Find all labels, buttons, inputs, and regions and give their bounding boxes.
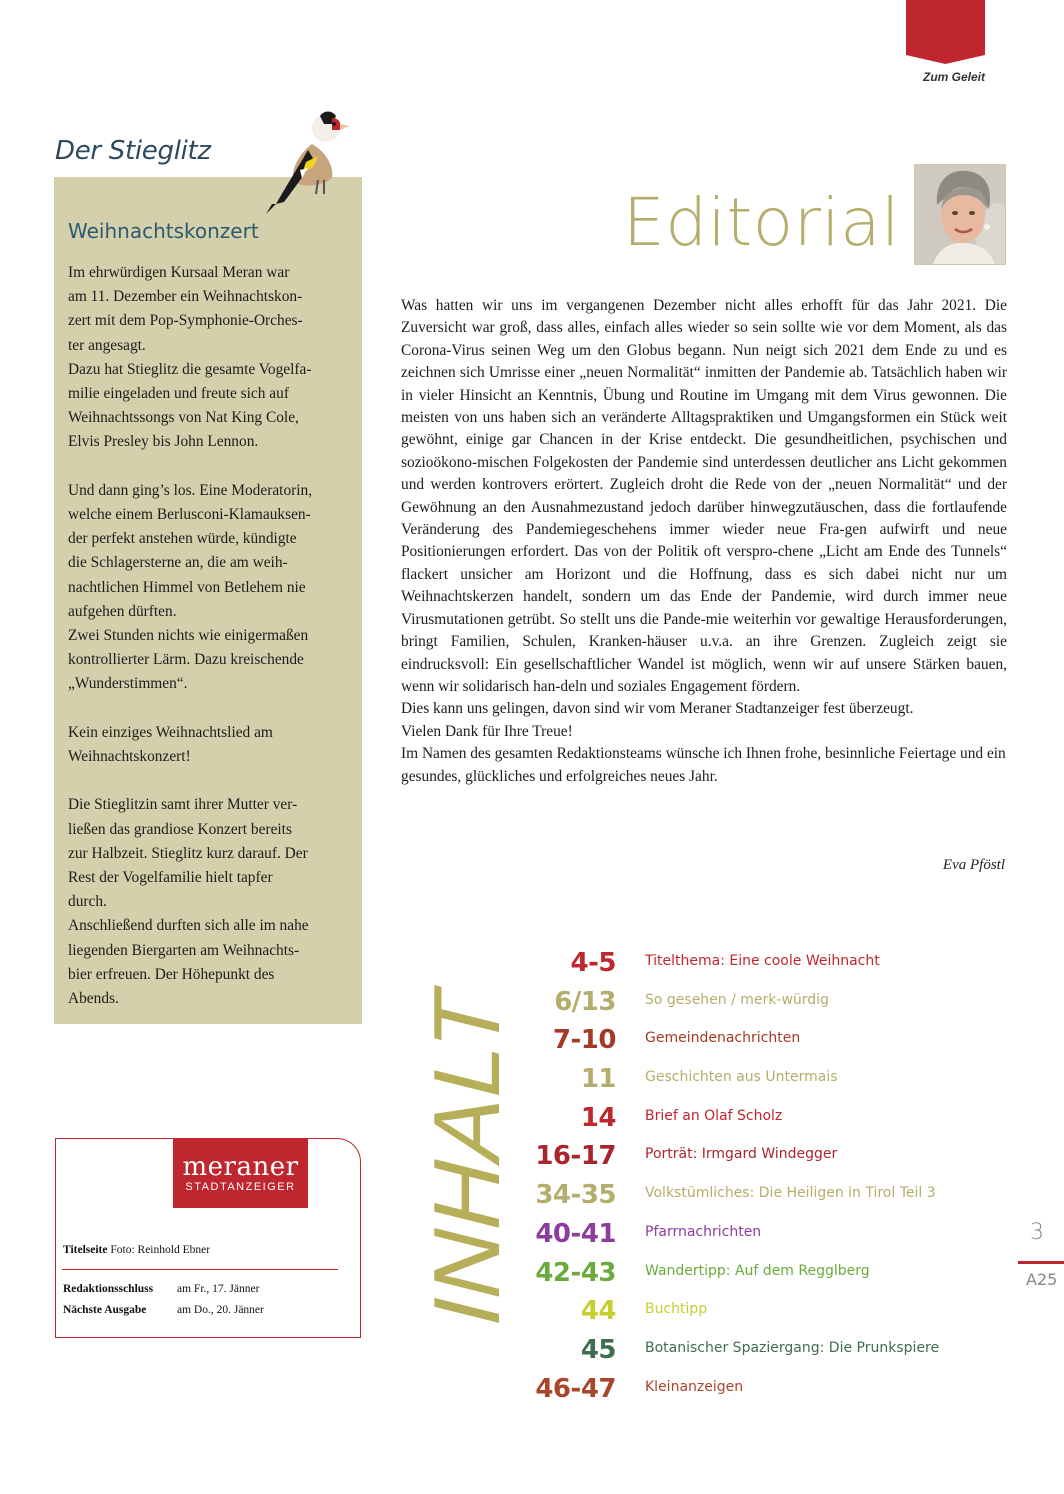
toc-page-numbers: 45 xyxy=(580,1334,616,1365)
toc-entry[interactable] xyxy=(510,1292,970,1331)
portrait-image xyxy=(915,165,1005,264)
table-of-contents xyxy=(510,944,970,1408)
toc-entry[interactable] xyxy=(510,1137,970,1176)
toc-entry[interactable] xyxy=(510,1176,970,1215)
toc-page-numbers: 40-41 xyxy=(535,1218,616,1249)
cover-credit-line xyxy=(63,1244,210,1256)
toc-entry[interactable] xyxy=(510,983,970,1022)
editorial-title: Editorial xyxy=(623,184,900,261)
toc-page-numbers: 16-17 xyxy=(535,1141,616,1172)
toc-title: Wandertipp: Auf dem Regglberg xyxy=(645,1262,870,1279)
toc-entry[interactable] xyxy=(510,1021,970,1060)
toc-entry[interactable] xyxy=(510,1060,970,1099)
editorial-body xyxy=(401,295,1007,788)
sidebar-text xyxy=(68,261,350,1035)
toc-entry[interactable] xyxy=(510,1254,970,1293)
toc-page-numbers: 7-10 xyxy=(552,1025,616,1056)
page-number: 3 xyxy=(1030,1220,1044,1245)
author-signature: Eva Pföstl xyxy=(942,857,1005,873)
author-portrait xyxy=(914,164,1006,265)
toc-page-numbers: 6/13 xyxy=(554,986,616,1017)
toc-page-numbers: 46-47 xyxy=(535,1373,616,1404)
toc-page-numbers: 42-43 xyxy=(535,1257,616,1288)
sidebar-paragraph: Kein einziges Weihnachtslied am Weihnachtskonzert! xyxy=(68,723,273,766)
editorial-closing: Dies kann uns gelingen, davon sind wir vom Meraner Stadtanzeiger fest überzeugt. Vielen Dank für Ihre Treue! Im Namen des gesamten Redaktionsteams wünsche ich Ihnen frohe, besinnliche Feiertage und ein gesundes, glückliches und erfolgreiches neues Jahr. xyxy=(401,700,1006,785)
toc-title: Titelthema: Eine coole Weihnacht xyxy=(645,953,880,969)
toc-title: Porträt: Irmgard Windegger xyxy=(645,1146,838,1163)
sidebar-paragraph: Im ehrwürdigen Kursaal Meran war am 11. Dezember ein Weihnachtskon- zert mit dem Pop-Symphonie-Orches- ter angesagt. Dazu hat Stieglitz die gesamte Vogelfa- milie eingeladen und freute sich auf Weihnachtssongs von Nat King Cole, Elvis Presley bis John Lennon. xyxy=(68,264,312,451)
toc-title: Volkstümliches: Die Heiligen in Tirol Teil 3 xyxy=(645,1185,936,1202)
contents-heading: INHALT xyxy=(414,976,519,1337)
next-issue-label: Nächste Ausgabe xyxy=(63,1304,147,1316)
toc-title: Brief an Olaf Scholz xyxy=(645,1107,783,1124)
toc-entry[interactable] xyxy=(510,1370,970,1409)
sidebar-paragraph: Und dann ging’s los. Eine Moderatorin, welche einem Berlusconi-Klamauksen- der perfekt anstehen würde, kündigte die Schlagersterne an, die am weih- nachtlichen Himmel von Betlehem nie aufgehen dürften. Zwei Stunden nichts wie einigermaßen kontrollierter Lärm. Dazu kreischende „Wunderstimmen“. xyxy=(68,481,313,693)
deadline-label: Redaktionsschluss xyxy=(63,1283,154,1295)
toc-entry[interactable] xyxy=(510,1215,970,1254)
toc-entry[interactable] xyxy=(510,1099,970,1138)
toc-title: Geschichten aus Untermais xyxy=(645,1069,838,1086)
impressum-divider xyxy=(62,1269,338,1270)
deadline-value: am Fr., 17. Jänner xyxy=(177,1283,260,1295)
sidebar-paragraph: Die Stieglitzin samt ihrer Mutter ver- ließen das grandiose Konzert bereits zur Halbzeit. Stieglitz kurz darauf. Der Rest der Vogelfamilie hielt tapfer durch. Anschließend durften sich alle im nahe liegenden Biergarten am Weihnachts- bier erfreuen. Der Höhepunkt des Abends. xyxy=(68,796,309,1008)
toc-title: Kleinanzeigen xyxy=(645,1378,744,1395)
publication-logo xyxy=(173,1138,308,1208)
page-number-rule xyxy=(1018,1261,1064,1264)
toc-entry[interactable] xyxy=(510,1331,970,1370)
toc-page-numbers: 4-5 xyxy=(570,948,616,978)
next-issue-value: am Do., 20. Jänner xyxy=(177,1304,264,1316)
toc-page-numbers: 14 xyxy=(580,1102,616,1133)
cover-label: Titelseite xyxy=(63,1244,108,1256)
toc-title: So gesehen / merk-würdig xyxy=(645,991,829,1008)
sidebar-subtitle: Weihnachtskonzert xyxy=(68,219,259,243)
cover-credit: Foto: Reinhold Ebner xyxy=(110,1244,211,1256)
toc-page-numbers: 34-35 xyxy=(535,1180,616,1211)
toc-page-numbers: 11 xyxy=(580,1064,616,1095)
column-heading: Der Stieglitz xyxy=(55,136,211,166)
toc-title: Buchtipp xyxy=(645,1301,708,1318)
toc-title: Botanischer Spaziergang: Die Prunkspiere xyxy=(645,1339,940,1356)
toc-title: Pfarrnachrichten xyxy=(645,1223,762,1240)
toc-title: Gemeindenachrichten xyxy=(645,1030,801,1047)
logo-subline: STADTANZEIGER xyxy=(185,1181,296,1193)
red-header-tab xyxy=(906,0,985,64)
goldfinch-icon xyxy=(262,104,357,214)
page-code: A25 xyxy=(1026,1270,1058,1289)
logo-wordmark: meraner xyxy=(182,1152,299,1182)
toc-entry[interactable] xyxy=(510,944,970,983)
toc-page-numbers: 44 xyxy=(580,1296,616,1327)
editorial-paragraph: Was hatten wir uns im vergangenen Dezember nicht alles erhofft für das Jahr 2021. Die Zuversicht war groß, dass alles, einfach alles wieder so sein sollte wie vor dem Moment, als das Corona-Virus seinen Weg um den Globus begann. Nun neigt sich 2021 dem Ende zu und es zeichnen sich Umrisse einer „neuen Normalität“ inmitten der Pandemie ab. Tatsächlich haben wir in vieler Hinsicht an Kenntnis, Übung und Routine im Umgang mit dem Virus gewonnen. Die meisten von uns haben sich an veränderte Alltagspraktiken und Umgangsformen ein Stück weit gewöhnt, einige gar Chancen in der Krise entdeckt. Die gesundheitlichen, psychischen und sozioökono-mischen Folgekosten der Pandemie sind unterdessen deutlicher ans Licht gekommen und werden kontrovers erörtert. Zugleich droht die Rede von der „neuen Normalität“ und der Gewöhnung an den Ausnahmezustand jedoch darüber hinwegzutäuschen, dass die fortlaufende Veränderung des Pandemiegeschehens immer wieder neue Fra-gen aufwirft und neue Positionierungen erfordert. Das von der Politik oft verspro-chene „Licht am Ende des Tunnels“ flackert unsicher am Horizont und die Hoffnung, dass es sich dabei nicht nur um Weihnachtskerzen handelt, sondern um das Ende der Pandemie, wird durch immer neue Virusmutationen getrübt. So stellt uns die Pande-mie weiterhin vor gewaltige Herausforderungen, bringt Familien, Schulen, Kranken-häuser u.v.a. an ihre Grenzen. Zugleich zeigt sie eindrucksvoll: Ein gesellschaftlicher Wandel ist möglich, wenn wir auf unsere Stärken bauen, wenn wir solidarisch han-deln und soziales Engagement fördern. xyxy=(401,297,1007,695)
section-label: Zum Geleit xyxy=(922,70,985,84)
